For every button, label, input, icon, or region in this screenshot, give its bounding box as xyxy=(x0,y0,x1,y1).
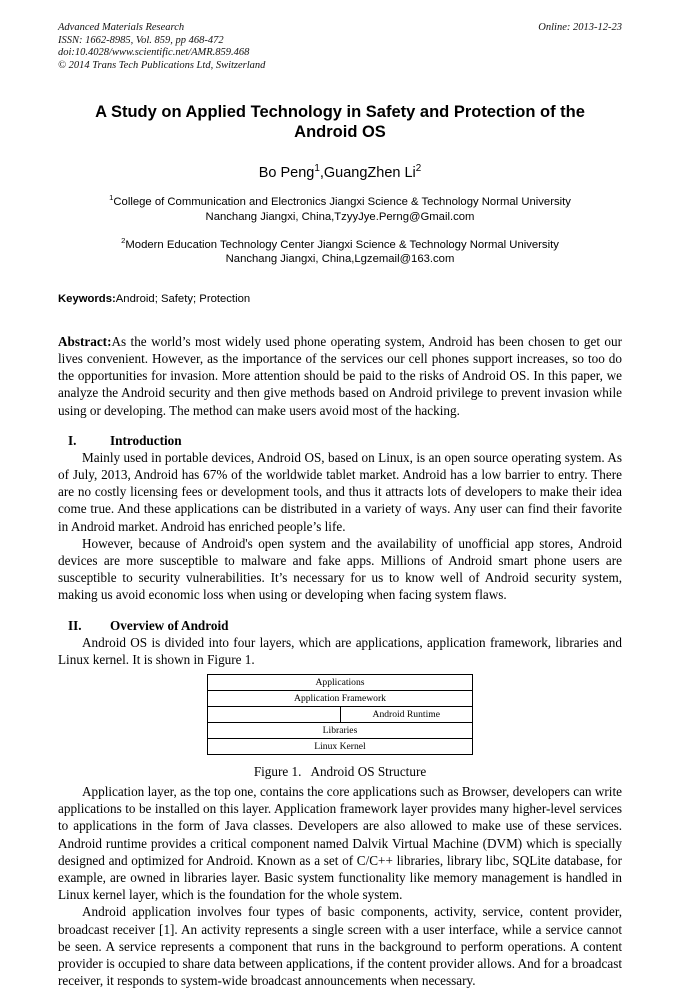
figure-1-caption-text: Android OS Structure xyxy=(310,764,427,779)
figure-1-caption xyxy=(58,764,622,780)
layer-runtime-empty-cell xyxy=(208,707,341,723)
section-2-title: Overview of Android xyxy=(110,617,229,633)
affiliation-1-line-1: College of Communication and Electronics Jiangxi Science & Technology Normal University xyxy=(113,196,571,209)
table-row xyxy=(208,707,473,723)
online-date: Online: 2013-12-23 xyxy=(538,22,622,33)
section-2-paragraph-3: Android application involves four types of basic components, activity, service, content provider, broadcast receiver [1]. An activity represents a single screen with a user interface, while a service cannot be seen. A service represents a component that runs in the background to perform operations. A content provider is occupied to share data between applications, if the content provider allows. And for a broadcast receiver, it responds to system-wide broadcast announcements when necessary. xyxy=(58,904,622,989)
table-row xyxy=(208,675,473,691)
android-architecture-table xyxy=(207,674,473,755)
layer-libraries: Libraries xyxy=(208,723,473,739)
publication-header-left xyxy=(58,22,478,72)
journal-name: Advanced Materials Research xyxy=(58,22,185,33)
layer-application-framework: Application Framework xyxy=(208,691,473,707)
figure-1-image xyxy=(58,674,622,755)
section-1-paragraph-1: Mainly used in portable devices, Android OS, based on Linux, is an open source operating system. As of July, 2013, Android has 67% of the worldwide tablet market. Android has a low barrier to entry. There are no costly licensing fees or development tools, and thus it attracts lots of developers to make their idea come true. And these applications can be distributed in a variety of ways. Any user can find their favorite in Android market. Android has enriched people’s life. xyxy=(58,449,622,534)
section-1-title: Introduction xyxy=(110,432,182,448)
abstract-text: As the world’s most widely used phone operating system, Android has been chosen to get our lives convenient. However, as the importance of the services our cell phones support increases, so too do the opportunities for invasion. More attention should be paid to the risks of Android OS. In this paper, we analyze the Android security and then give methods based on Android privilege to prevent invasion while using or developing. The method can make users avoid most of the hacking. xyxy=(58,333,622,418)
author-list xyxy=(58,165,622,181)
layer-android-runtime: Android Runtime xyxy=(340,707,473,723)
section-2-paragraph-1: Android OS is divided into four layers, which are applications, application framework, libraries and Linux kernel. It is shown in Figure 1. xyxy=(58,634,622,667)
author-2-name: GuangZhen Li xyxy=(323,165,416,182)
section-1-number: I. xyxy=(68,432,77,448)
abstract-block xyxy=(58,333,622,419)
affiliation-2-marker: 2 xyxy=(121,235,126,245)
doi-line: doi:10.4028/www.scientific.net/AMR.859.468 xyxy=(58,47,250,59)
figure-1-caption-label: Figure 1. xyxy=(253,764,302,779)
author-1-affiliation-marker: 1 xyxy=(314,163,320,175)
keywords-label: Keywords: xyxy=(58,292,116,305)
affiliation-1-line-2: Nanchang Jiangxi, China,TzyyJye.Perng@Gmail.com xyxy=(205,210,475,223)
table-row xyxy=(208,691,473,707)
layer-linux-kernel: Linux Kernel xyxy=(208,739,473,755)
abstract-label: Abstract: xyxy=(58,333,112,349)
copyright-line: © 2014 Trans Tech Publications Ltd, Switzerland xyxy=(58,59,266,71)
paper-title: A Study on Applied Technology in Safety and Protection of the Android OS xyxy=(95,103,585,142)
table-row xyxy=(208,723,473,739)
publication-header xyxy=(58,22,622,72)
affiliation-2 xyxy=(58,235,622,267)
affiliation-1-marker: 1 xyxy=(109,193,114,203)
author-separator: , xyxy=(319,165,324,182)
section-2-paragraph-2: Application layer, as the top one, contains the core applications such as Browser, developers can write applications to be installed on this layer. Application framework layer provides many higher-level services to applications in the form of Java classes. Developers are also allowed to make use of these services. Android runtime provides a critical component named Dalvik Virtual Machine (DVM) which is specially designed and optimized for Android. Known as a set of C/C++ libraries, library libc, SQLite database, for example, are owned in libraries layer. Basic system functionality like memory management is handled in Linux kernel layer, which is the foundation for the whole system. xyxy=(58,784,622,903)
layer-applications: Applications xyxy=(208,675,473,691)
affiliation-2-line-2: Nanchang Jiangxi, China,Lgzemail@163.com xyxy=(225,253,455,266)
keywords-value: Android; Safety; Protection xyxy=(115,292,251,305)
section-2-number: II. xyxy=(68,617,82,633)
section-heading-1 xyxy=(58,433,622,449)
issn-line: ISSN: 1662-8985, Vol. 859, pp 468-472 xyxy=(58,34,224,46)
author-1-name: Bo Peng xyxy=(258,165,315,182)
affiliation-2-line-1: Modern Education Technology Center Jiangxi Science & Technology Normal University xyxy=(125,238,559,251)
section-heading-2 xyxy=(58,618,622,634)
keywords-line xyxy=(58,293,622,305)
table-row xyxy=(208,739,473,755)
section-1-paragraph-2: However, because of Android's open system and the availability of unofficial app stores, Android devices are more susceptible to malware and fake apps. Millions of Android smart phone users are susceptible to security vulnerabilities. It’s necessary for us to know well of Android security system, making us avoid economic loss when using or developing when facing system flaws. xyxy=(58,535,622,603)
affiliation-1 xyxy=(58,195,622,224)
author-2-affiliation-marker: 2 xyxy=(415,163,422,175)
